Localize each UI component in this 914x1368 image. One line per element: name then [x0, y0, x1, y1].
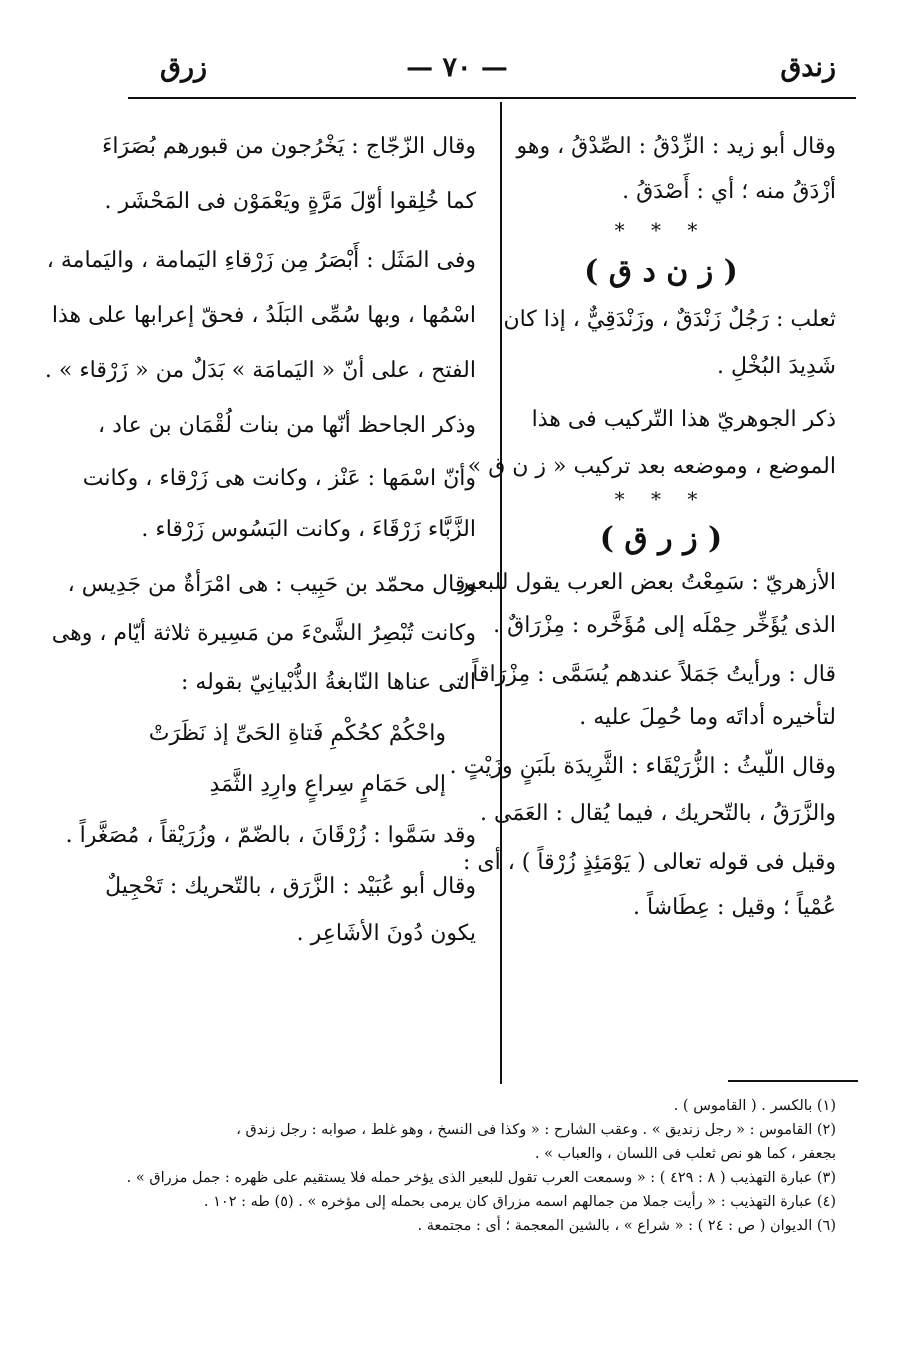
footnotes: [76, 1092, 836, 1234]
footnote-rule: [728, 1080, 858, 1082]
text-line: الموضع ، وموضعه بعد تركيب « ز ن ق » .: [453, 454, 836, 479]
running-head-left: زرق: [160, 52, 208, 83]
verse-line: إلى حَمَامٍ سِراعٍ وارِدِ الثَّمَدِ: [209, 772, 446, 797]
text-line: كما خُلِقوا أوّلَ مَرَّةٍ ويَعْمَوْن فى المَحْشَر .: [104, 189, 476, 214]
footnote: (٢) القاموس : « رجل زنديق » . وعقب الشارح : « وكذا فى النسخ ، وهو غلط ، صوابه : رجل زندق ،: [236, 1122, 836, 1138]
text-line: ذكر الجوهريّ هذا التّركيب فى هذا: [531, 407, 836, 432]
footnote: (١) بالكسر . ( القاموس ) .: [673, 1098, 836, 1114]
text-line: وقال أبو عُبَيْد : الزَّرَق ، بالتّحريك : تَحْجِيلٌ: [105, 874, 476, 899]
text-line: ثعلب : رَجُلٌ زَنْدَقٌ ، وزَنْدَقِيٌّ ، إذا كان: [503, 307, 836, 332]
section-separator: * * *: [614, 487, 708, 511]
running-head-right: زندق: [780, 52, 836, 83]
text-line: وذكر الجاحظ أنّها من بنات لُقْمَان بن عاد ،: [98, 413, 476, 438]
text-line: الذى يُؤَخِّر حِمْلَه إلى مُؤَخَّره : مِزْرَاقٌ .: [493, 613, 836, 638]
text-line: الفتح ، على أنّ « اليَمامَة » بَدَلٌ من « زَرْقاء » .: [44, 358, 476, 383]
footnote: (٣) عبارة التهذيب ( ٨ : ٤٢٩ ) : « وسمعت العرب تقول للبعير الذى يؤخر حمله فلا يستقيم على ظهره : جمل مزراق » .: [126, 1170, 836, 1186]
text-line: شَدِيدَ البُخْلِ .: [717, 354, 836, 379]
text-line: قال : ورأيتُ جَمَلاً عندهم يُسَمَّى : مِزْرَاقاً ،: [458, 662, 836, 687]
right-column: [449, 112, 836, 920]
text-line: اسْمُها ، وبها سُمِّى البَلَدُ ، فحقّ إعرابها على هذا: [51, 303, 476, 328]
text-line: وقال أبو زيد : الزِّدْقُ : الصِّدْقُ ، وهو: [516, 134, 836, 159]
section-separator: * * *: [614, 218, 708, 242]
text-line: عُمْياً ؛ وقيل : عِطَاشاً .: [632, 895, 836, 920]
text-line: وفى المَثَل : أَبْصَرُ مِن زَرْقاءِ اليَمامة ، واليَمامة ،: [46, 248, 476, 273]
text-line: وقد سَمَّوا : زُرْقَانَ ، بالضّمّ ، وزُرَيْقاً ، مُصَغَّراً .: [65, 823, 476, 848]
text-line: وقال الزّجّاج : يَخْرُجون من قبورهم بُصَرَاءَ: [102, 134, 476, 159]
left-column: [44, 112, 476, 946]
text-line: الأزهريّ : سَمِعْتُ بعض العرب يقول للبعير: [458, 570, 836, 595]
entry-heading: ( ز ن د ق ): [584, 254, 738, 289]
footnote: بجعفر ، كما هو نص ثعلب فى اللسان ، والعباب » .: [534, 1146, 836, 1162]
text-line: الزَّبَّاء زَرْقَاءَ ، وكانت البَسُوس زَرْقاء .: [141, 517, 476, 542]
text-line: يكون دُونَ الأشَاعِر .: [296, 921, 476, 946]
text-line: أزْدَقُ منه ؛ أي : أَصْدَقُ .: [622, 179, 836, 204]
footnote: (٤) عبارة التهذيب : « رأيت جملا من جمالهم اسمه مزراق كان يرمى بحمله إلى مؤخره » . (٥) طه : ١٠٢ .: [203, 1194, 836, 1210]
text-line: وقال محمّد بن حَبِيب : هى امْرَأةٌ من جَدِيس ،: [67, 572, 476, 597]
text-line: وكانت تُبْصِرُ الشَّىْءَ من مَسِيرة ثلاثة أيّام ، وهى: [51, 621, 476, 646]
text-line: التى عناها النّابغةُ الذُّبْيانِيّ بقوله :: [180, 670, 476, 695]
text-line: لتأخيره أداتَه وما حُمِلَ عليه .: [579, 705, 836, 730]
page-number: — ٧٠ —: [406, 52, 508, 83]
text-line: وقيل فى قوله تعالى ( يَوْمَئِذٍ زُرْقاً ) ، أى :: [462, 850, 836, 875]
text-line: والزَّرَقُ ، بالتّحريك ، فيما يُقال : العَمَى .: [480, 801, 836, 826]
verse-line: واحْكُمْ كحُكْمِ فَتاةِ الحَىِّ إذ نَظَرَتْ: [148, 721, 446, 746]
header-rule: [128, 97, 856, 99]
text-line: وقال اللّيثُ : الزُّرَيْقَاء : الثَّرِيدَة بلَبَنٍ وزَيْتٍ .: [449, 754, 836, 779]
text-line: وأنّ اسْمَها : عَنْز ، وكانت هى زَرْقاء ، وكانت: [82, 466, 476, 491]
footnote: (٦) الديوان ( ص : ٢٤ ) : « شراع » ، بالشين المعجمة ؛ أى : مجتمعة .: [417, 1218, 836, 1234]
entry-heading: ( ز ر ق ): [599, 521, 723, 556]
